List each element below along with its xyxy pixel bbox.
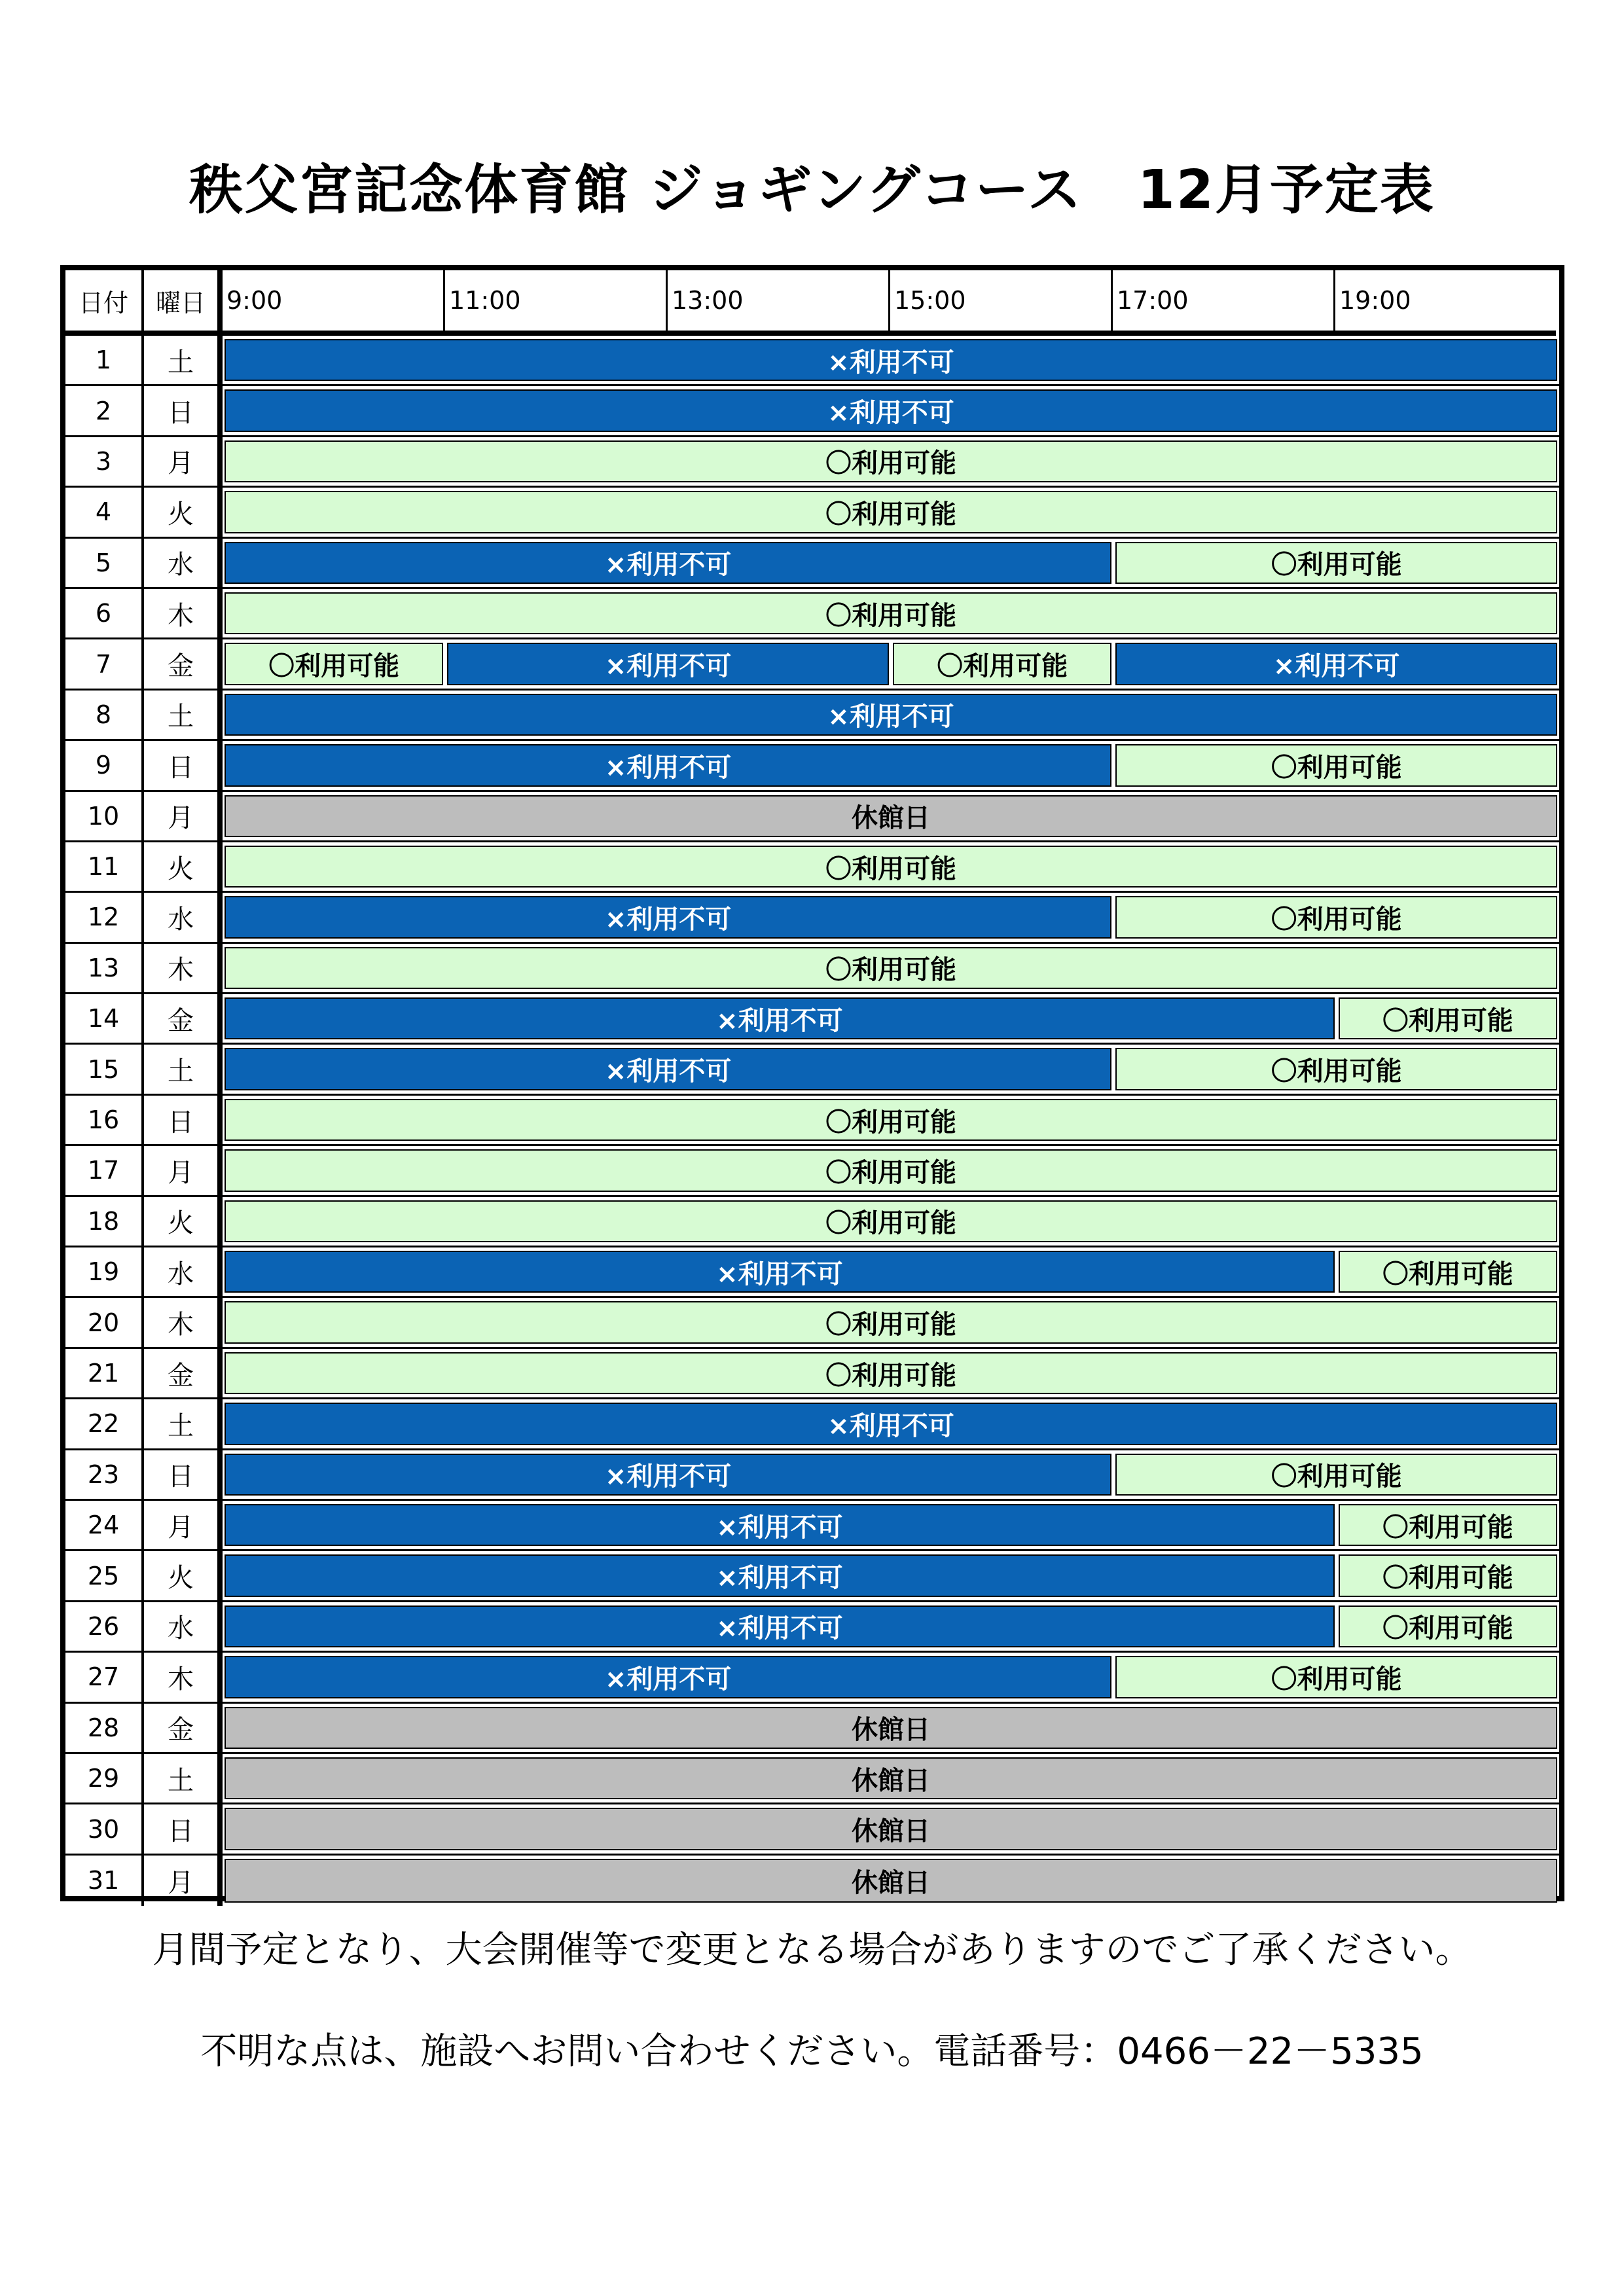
row-date: 24 bbox=[65, 1501, 144, 1549]
header-time: 19:00 bbox=[1339, 286, 1411, 315]
row-slots bbox=[223, 639, 1559, 688]
table-row bbox=[65, 1349, 1559, 1399]
status-available: 〇利用可能 bbox=[1115, 744, 1557, 786]
row-slots bbox=[223, 1704, 1559, 1752]
row-slots bbox=[223, 1653, 1559, 1701]
table-row bbox=[65, 1197, 1559, 1247]
row-day-of-week: 月 bbox=[144, 1856, 223, 1906]
row-slots bbox=[223, 1602, 1559, 1651]
row-date: 22 bbox=[65, 1399, 144, 1448]
status-available: 〇利用可能 bbox=[225, 1149, 1557, 1191]
status-available: 〇利用可能 bbox=[1115, 1656, 1557, 1698]
row-slots bbox=[223, 1856, 1559, 1906]
header-time: 11:00 bbox=[445, 270, 668, 331]
schedule-table bbox=[60, 265, 1564, 1901]
table-row bbox=[65, 539, 1559, 589]
row-day-of-week: 水 bbox=[144, 1247, 223, 1296]
row-date: 17 bbox=[65, 1146, 144, 1194]
status-available: 〇利用可能 bbox=[225, 592, 1557, 634]
status-available: 〇利用可能 bbox=[1115, 1048, 1557, 1090]
table-header bbox=[65, 270, 1556, 336]
status-unavailable: ×利用不可 bbox=[225, 1251, 1335, 1293]
row-date: 20 bbox=[65, 1298, 144, 1346]
table-row bbox=[65, 386, 1559, 437]
table-row bbox=[65, 1804, 1559, 1855]
status-available: 〇利用可能 bbox=[1339, 1554, 1557, 1596]
notice-contact-phone: 不明な点は、施設へお問い合わせください。電話番号：0466－22－5335 bbox=[200, 2030, 1424, 2073]
row-slots bbox=[223, 741, 1559, 789]
table-row bbox=[65, 336, 1559, 386]
table-row bbox=[65, 842, 1559, 893]
status-unavailable: ×利用不可 bbox=[225, 997, 1335, 1039]
row-date: 2 bbox=[65, 386, 144, 435]
table-row bbox=[65, 1399, 1559, 1450]
status-unavailable: ×利用不可 bbox=[225, 1504, 1335, 1546]
row-slots bbox=[223, 1399, 1559, 1448]
status-unavailable: ×利用不可 bbox=[225, 896, 1111, 938]
row-date: 7 bbox=[65, 639, 144, 688]
table-row bbox=[65, 488, 1559, 538]
row-date: 13 bbox=[65, 944, 144, 992]
status-unavailable: ×利用不可 bbox=[225, 389, 1557, 431]
row-date: 16 bbox=[65, 1096, 144, 1144]
row-date: 11 bbox=[65, 842, 144, 891]
row-date: 8 bbox=[65, 691, 144, 739]
table-row bbox=[65, 437, 1559, 488]
table-row bbox=[65, 893, 1559, 943]
row-slots bbox=[223, 944, 1559, 992]
row-date: 26 bbox=[65, 1602, 144, 1651]
status-unavailable: ×利用不可 bbox=[447, 643, 889, 685]
row-slots bbox=[223, 792, 1559, 840]
status-closed: 休館日 bbox=[225, 1808, 1557, 1850]
status-available: 〇利用可能 bbox=[225, 1352, 1557, 1394]
row-slots bbox=[223, 1804, 1559, 1853]
notice-schedule-change: 月間予定となり、大会開催等で変更となる場合がありますのでご了承ください。 bbox=[152, 1929, 1472, 1971]
status-available: 〇利用可能 bbox=[1339, 1504, 1557, 1546]
status-available: 〇利用可能 bbox=[225, 846, 1557, 888]
table-row bbox=[65, 589, 1559, 639]
table-row bbox=[65, 1704, 1559, 1754]
status-available: 〇利用可能 bbox=[1115, 896, 1557, 938]
row-day-of-week: 土 bbox=[144, 1399, 223, 1448]
row-day-of-week: 水 bbox=[144, 1602, 223, 1651]
row-day-of-week: 日 bbox=[144, 386, 223, 435]
table-row bbox=[65, 741, 1559, 791]
table-row bbox=[65, 1045, 1559, 1095]
row-day-of-week: 木 bbox=[144, 589, 223, 637]
status-available: 〇利用可能 bbox=[225, 643, 443, 685]
status-unavailable: ×利用不可 bbox=[225, 694, 1557, 736]
status-closed: 休館日 bbox=[225, 1859, 1557, 1903]
status-closed: 休館日 bbox=[225, 1707, 1557, 1749]
status-available: 〇利用可能 bbox=[225, 440, 1557, 482]
row-day-of-week: 月 bbox=[144, 1501, 223, 1549]
status-unavailable: ×利用不可 bbox=[1115, 643, 1557, 685]
page-title: 秩父宮記念体育館 ジョギングコース 12月予定表 bbox=[189, 159, 1435, 221]
row-day-of-week: 土 bbox=[144, 336, 223, 384]
row-date: 27 bbox=[65, 1653, 144, 1701]
header-time: 17:00 bbox=[1113, 270, 1335, 331]
status-available: 〇利用可能 bbox=[893, 643, 1111, 685]
row-slots bbox=[223, 1096, 1559, 1144]
row-date: 14 bbox=[65, 994, 144, 1043]
row-slots bbox=[223, 336, 1559, 384]
row-day-of-week: 日 bbox=[144, 1450, 223, 1499]
table-row bbox=[65, 1247, 1559, 1298]
table-row bbox=[65, 691, 1559, 741]
row-day-of-week: 日 bbox=[144, 1096, 223, 1144]
row-slots bbox=[223, 1501, 1559, 1549]
row-date: 6 bbox=[65, 589, 144, 637]
table-body bbox=[65, 336, 1559, 1906]
table-row bbox=[65, 1146, 1559, 1196]
status-available: 〇利用可能 bbox=[1115, 1454, 1557, 1496]
table-row bbox=[65, 1450, 1559, 1501]
table-row bbox=[65, 1298, 1559, 1348]
row-slots bbox=[223, 1298, 1559, 1346]
row-slots bbox=[223, 994, 1559, 1043]
header-date: 日付 bbox=[65, 270, 144, 331]
table-row bbox=[65, 1096, 1559, 1146]
table-row bbox=[65, 1501, 1559, 1551]
table-row bbox=[65, 1856, 1559, 1906]
table-row bbox=[65, 944, 1559, 994]
table-row bbox=[65, 792, 1559, 842]
table-row bbox=[65, 1551, 1559, 1602]
row-slots bbox=[223, 842, 1559, 891]
row-day-of-week: 日 bbox=[144, 1804, 223, 1853]
row-day-of-week: 月 bbox=[144, 792, 223, 840]
row-day-of-week: 土 bbox=[144, 1045, 223, 1093]
row-slots bbox=[223, 1450, 1559, 1499]
row-date: 28 bbox=[65, 1704, 144, 1752]
row-date: 5 bbox=[65, 539, 144, 587]
row-day-of-week: 火 bbox=[144, 1551, 223, 1600]
status-unavailable: ×利用不可 bbox=[225, 1454, 1111, 1496]
row-slots bbox=[223, 691, 1559, 739]
status-available: 〇利用可能 bbox=[225, 1200, 1557, 1242]
row-day-of-week: 火 bbox=[144, 488, 223, 536]
row-slots bbox=[223, 1754, 1559, 1803]
row-slots bbox=[223, 437, 1559, 486]
row-day-of-week: 金 bbox=[144, 1704, 223, 1752]
table-row bbox=[65, 1754, 1559, 1804]
row-slots bbox=[223, 488, 1559, 536]
row-date: 12 bbox=[65, 893, 144, 941]
row-day-of-week: 木 bbox=[144, 1298, 223, 1346]
status-closed: 休館日 bbox=[225, 1757, 1557, 1799]
row-day-of-week: 日 bbox=[144, 741, 223, 789]
row-slots bbox=[223, 386, 1559, 435]
row-date: 4 bbox=[65, 488, 144, 536]
status-available: 〇利用可能 bbox=[1115, 542, 1557, 584]
row-slots bbox=[223, 1146, 1559, 1194]
header-time: 15:00 bbox=[890, 270, 1113, 331]
row-day-of-week: 木 bbox=[144, 1653, 223, 1701]
row-day-of-week: 火 bbox=[144, 1197, 223, 1246]
row-day-of-week: 金 bbox=[144, 1349, 223, 1397]
status-unavailable: ×利用不可 bbox=[225, 744, 1111, 786]
row-slots bbox=[223, 1197, 1559, 1246]
status-unavailable: ×利用不可 bbox=[225, 1048, 1111, 1090]
table-row bbox=[65, 639, 1559, 690]
table-row bbox=[65, 1653, 1559, 1703]
row-date: 3 bbox=[65, 437, 144, 486]
row-day-of-week: 金 bbox=[144, 639, 223, 688]
row-slots bbox=[223, 1247, 1559, 1296]
status-available: 〇利用可能 bbox=[1339, 1605, 1557, 1647]
header-time: 9:00 bbox=[223, 270, 445, 331]
row-date: 21 bbox=[65, 1349, 144, 1397]
row-date: 10 bbox=[65, 792, 144, 840]
status-unavailable: ×利用不可 bbox=[225, 1605, 1335, 1647]
table-row bbox=[65, 1602, 1559, 1653]
table-row bbox=[65, 994, 1559, 1045]
row-slots bbox=[223, 1551, 1559, 1600]
status-unavailable: ×利用不可 bbox=[225, 1403, 1557, 1444]
row-slots bbox=[223, 539, 1559, 587]
row-slots bbox=[223, 589, 1559, 637]
status-unavailable: ×利用不可 bbox=[225, 542, 1111, 584]
status-available: 〇利用可能 bbox=[1339, 1251, 1557, 1293]
row-date: 15 bbox=[65, 1045, 144, 1093]
status-available: 〇利用可能 bbox=[225, 1301, 1557, 1343]
row-day-of-week: 土 bbox=[144, 1754, 223, 1803]
status-unavailable: ×利用不可 bbox=[225, 1554, 1335, 1596]
row-slots bbox=[223, 893, 1559, 941]
status-available: 〇利用可能 bbox=[225, 1099, 1557, 1141]
row-date: 30 bbox=[65, 1804, 144, 1853]
row-date: 18 bbox=[65, 1197, 144, 1246]
row-day-of-week: 火 bbox=[144, 842, 223, 891]
row-date: 9 bbox=[65, 741, 144, 789]
row-date: 25 bbox=[65, 1551, 144, 1600]
row-date: 1 bbox=[65, 336, 144, 384]
status-unavailable: ×利用不可 bbox=[225, 1656, 1111, 1698]
row-slots bbox=[223, 1045, 1559, 1093]
status-closed: 休館日 bbox=[225, 795, 1557, 837]
header-day-of-week: 曜日 bbox=[144, 270, 223, 331]
row-date: 29 bbox=[65, 1754, 144, 1803]
row-day-of-week: 土 bbox=[144, 691, 223, 739]
status-unavailable: ×利用不可 bbox=[225, 339, 1557, 381]
row-slots bbox=[223, 1349, 1559, 1397]
status-available: 〇利用可能 bbox=[1339, 997, 1557, 1039]
header-time: 13:00 bbox=[668, 270, 890, 331]
status-available: 〇利用可能 bbox=[225, 947, 1557, 989]
row-day-of-week: 月 bbox=[144, 1146, 223, 1194]
row-date: 23 bbox=[65, 1450, 144, 1499]
status-available: 〇利用可能 bbox=[225, 491, 1557, 533]
row-day-of-week: 水 bbox=[144, 539, 223, 587]
row-date: 31 bbox=[65, 1856, 144, 1906]
row-day-of-week: 木 bbox=[144, 944, 223, 992]
row-date: 19 bbox=[65, 1247, 144, 1296]
row-day-of-week: 月 bbox=[144, 437, 223, 486]
row-day-of-week: 金 bbox=[144, 994, 223, 1043]
row-day-of-week: 水 bbox=[144, 893, 223, 941]
